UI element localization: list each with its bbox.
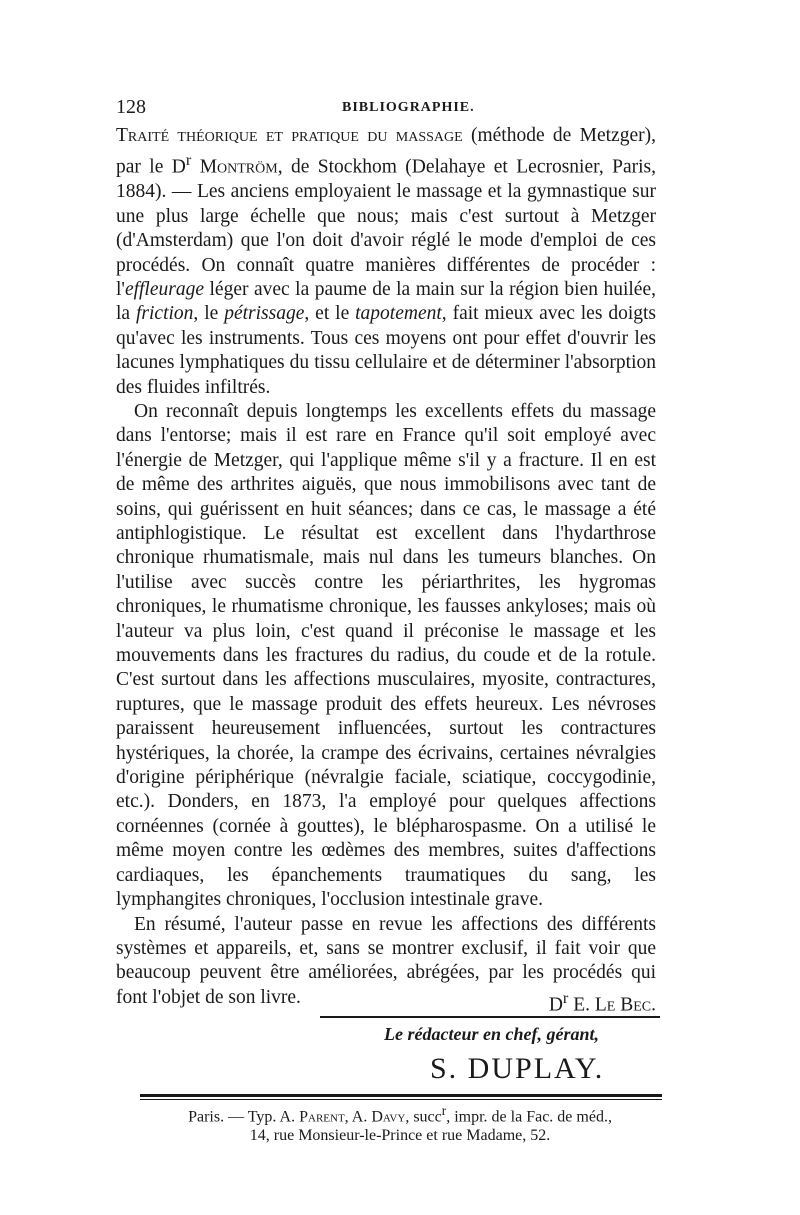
imprint-line-2: 14, rue Monsieur-le-Prince et rue Madame, 52.: [249, 1127, 551, 1145]
editor-name: S. DUPLAY.: [430, 1052, 605, 1085]
page-number: 128: [116, 96, 146, 118]
book-title: Traité théorique et pratique du massage: [116, 125, 463, 146]
term-petrissage: pétrissage: [224, 303, 305, 325]
review-body: [116, 124, 656, 1018]
review-paragraph-2: On reconnaît depuis longtemps les excellents effets du massage dans l'entorse; mais il est rare en France qu'il soit employé avec l'énergie de Metzger, qui l'applique même s'il y a fracture. Il en est de même des arthrites aiguës, que nous immobilisons avec tant de soins, qui guérissent en huit séances; dans ce cas, le massage a été antiphlogistique. Le résultat est excellent dans l'hydarthrose chronique rhumatismale, mais nul dans les tumeurs blanches. On l'utilise avec succès contre les périarthrites, les hygromas chroniques, le rhumatisme chronique, les fausses ankyloses; mais où l'auteur va plus loin, c'est quand il préconise le massage et les mouvements dans les fractures du radius, du coude et de la rotule. C'est surtout dans les affections musculaires, myosite, contractures, ruptures, que le massage produit des effets heureux. Les névroses paraissent heureusement influencées, surtout les contractures hystériques, la chorée, la crampe des écrivains, certaines névralgies d'origine périphérique (névralgie faciale, sciatique, coccygodinie, etc.). Donders, en 1873, l'a employé pour quelques affections cornéennes (cornée à gouttes), le blépharospasme. On a utilisé le même moyen contre les œdèmes des membres, suites d'affections cardiaques, les épanchements traumatiques du sang, les lymphangites chroniques, l'occlusion intestinale grave.: [116, 400, 656, 911]
running-title: BIBLIOGRAPHIE.: [342, 100, 475, 115]
review-paragraph-1: Traité théorique et pratique du massage (méthode de Metzger), par le $D^r$ Montröm, de Stockhom (Delahaye et Lecrosnier, Paris, 1884). — Les anciens employaient le massage et la gymnastique sur une plus large échelle que nous; mais c'est surtout à Metzger (d'Amsterdam) que l'on doit d'avoir réglé le mode d'emploi de ces procédés. On connaît quatre manières différentes de procéder : l'effleurage léger avec la paume de la main sur la région bien huilée, la friction, le pétrissage, et le tapotement, fait mieux avec les doigts qu'avec les instruments. Tous ces moyens ont pour effet d'ouvrir les lacunes lymphatiques du tissu cellulaire et de déterminer l'absorption des fluides infiltrés.: [116, 125, 657, 398]
footer-rule: [140, 1094, 662, 1097]
imprint-line-1: Paris. — Typ. A. Parent, A. Davy, succ$^r$, impr. de la Fac. de méd.,: [188, 1103, 612, 1126]
separator-rule: [320, 1016, 660, 1018]
term-tapotement: tapotement: [355, 303, 442, 325]
footer-rule-thin: [140, 1099, 662, 1100]
review-paragraph-3: En résumé, l'auteur passe en revue les affections des différents systèmes et appareils, et, sans se montrer exclusif, il fait voir que beaucoup peuvent être améliorées, abrégées, par les procédés qui font l'objet de son livre. $D^r$ E. Le Bec.: [116, 913, 656, 1011]
page-header: [116, 96, 656, 120]
printer-imprint: [120, 1101, 680, 1145]
reviewer-signature: $D^r$ E. Le Bec.: [548, 988, 656, 1016]
term-friction: friction: [136, 303, 194, 325]
term-effleurage: effleurage: [124, 278, 204, 300]
author-name: Montröm: [199, 156, 278, 178]
editor-title: Le rédacteur en chef, gérant,: [384, 1024, 599, 1044]
